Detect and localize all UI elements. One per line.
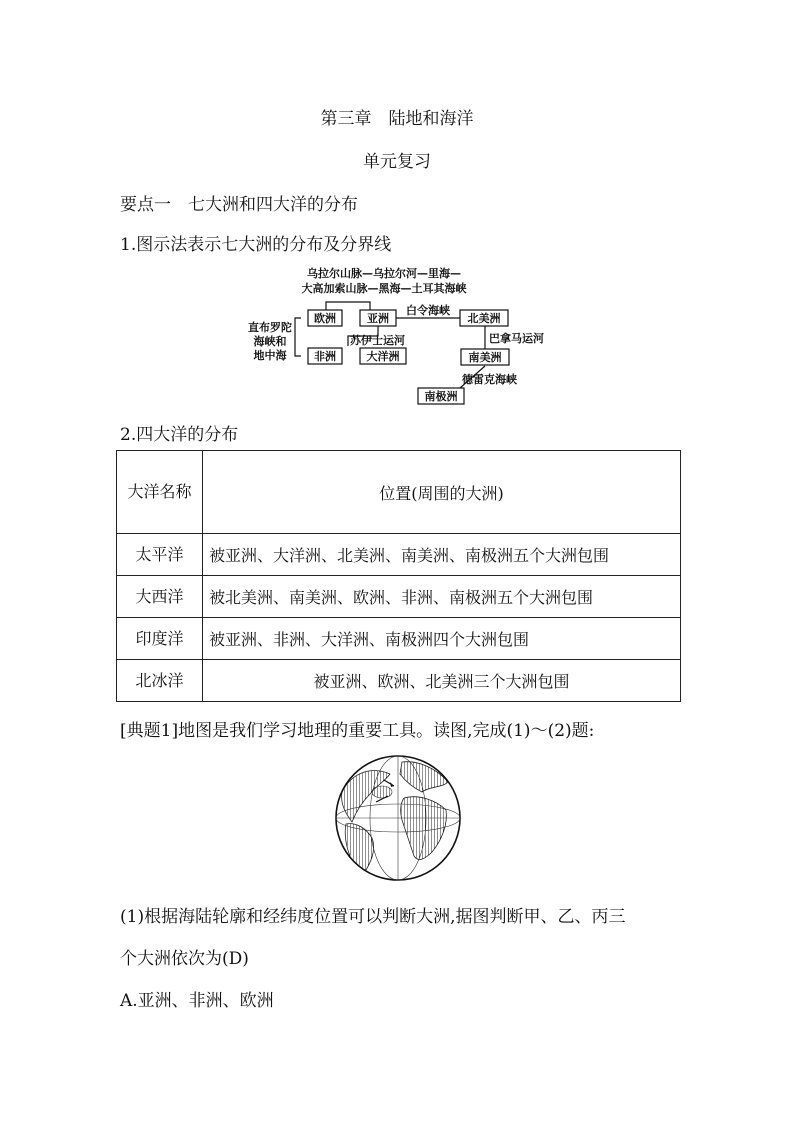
example-question-stem: [典题1]地图是我们学习地理的重要工具。读图,完成(1)～(2)题: xyxy=(120,721,595,741)
ocean-distribution-table xyxy=(116,450,681,702)
question-1-line2: 个大洲依次为(D) xyxy=(120,949,249,969)
section-2-title: 2.四大洋的分布 xyxy=(120,425,239,445)
table-row xyxy=(117,576,681,618)
ocean-name: 印度洋 xyxy=(117,618,203,660)
eu-as-boundary-line2: 大高加索山脉—黑海—土耳其海峡 xyxy=(301,282,467,295)
ocean-name: 太平洋 xyxy=(117,534,203,576)
north-america-label: 北美洲 xyxy=(467,312,501,325)
suez-canal-label: 苏伊士运河 xyxy=(350,334,405,347)
bering-strait-label: 白令海峡 xyxy=(406,304,450,317)
ocean-position: 被北美洲、南美洲、欧洲、非洲、南极洲五个大洲包围 xyxy=(203,576,681,618)
europe-label: 欧洲 xyxy=(314,312,336,325)
chapter-title: 第三章 陆地和海洋 xyxy=(320,109,474,129)
ocean-name: 大西洋 xyxy=(117,576,203,618)
panama-canal-label: 巴拿马运河 xyxy=(489,332,544,345)
antarctica-label: 南极洲 xyxy=(424,390,458,403)
asia-label: 亚洲 xyxy=(367,312,389,325)
ocean-name: 北冰洋 xyxy=(117,660,203,702)
table-row xyxy=(117,660,681,702)
header-ocean-name: 大洋名称 xyxy=(117,451,203,534)
africa-label: 非洲 xyxy=(314,350,336,363)
question-1-line1: (1)根据海陆轮廓和经纬度位置可以判断大洲,据图判断甲、乙、丙三 xyxy=(120,907,626,927)
globe-map-figure xyxy=(332,752,464,884)
ocean-position: 被亚洲、大洋洲、北美洲、南美洲、南极洲五个大洲包围 xyxy=(203,534,681,576)
table-row xyxy=(117,534,681,576)
unit-title: 单元复习 xyxy=(363,152,431,172)
key-point-heading: 要点一 七大洲和四大洋的分布 xyxy=(120,195,358,215)
eu-af-boundary-line1: 直布罗陀 xyxy=(248,321,292,334)
ocean-position: 被亚洲、非洲、大洋洲、南极洲四个大洲包围 xyxy=(203,618,681,660)
ocean-position: 被亚洲、欧洲、北美洲三个大洲包围 xyxy=(203,660,681,702)
drake-passage-label: 德雷克海峡 xyxy=(462,373,517,386)
south-america-label: 南美洲 xyxy=(468,351,502,364)
oceania-label: 大洋洲 xyxy=(366,350,400,363)
continent-boundary-diagram xyxy=(240,262,560,408)
option-a: A.亚洲、非洲、欧洲 xyxy=(120,991,274,1011)
table-row xyxy=(117,618,681,660)
table-header-row xyxy=(117,451,681,534)
eu-af-boundary-line2: 海峡和 xyxy=(253,335,287,348)
eu-af-boundary-line3: 地中海 xyxy=(253,349,287,362)
eu-as-boundary-line1: 乌拉尔山脉—乌拉尔河—里海— xyxy=(307,267,461,280)
header-position: 位置(周围的大洲) xyxy=(203,451,681,534)
section-1-title: 1.图示法表示七大洲的分布及分界线 xyxy=(120,235,392,255)
